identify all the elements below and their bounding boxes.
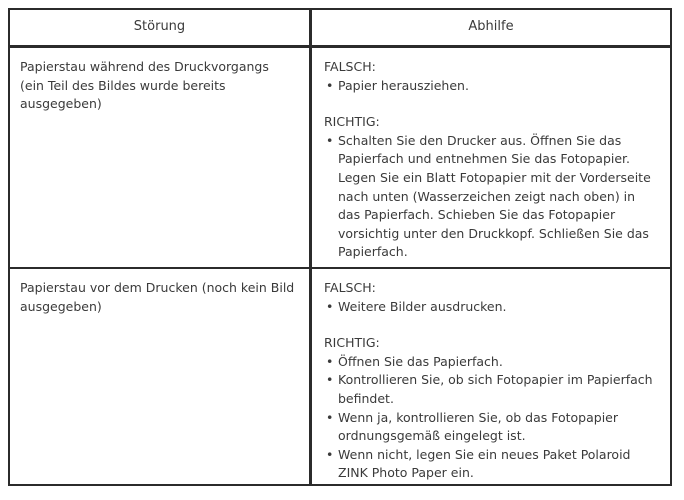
- wrong-label-1: FALSCH:: [324, 59, 376, 74]
- header-stoerung-label: Störung: [133, 19, 186, 35]
- problem-text-1: Papierstau während des Druckvorgangs (ein Teil des Bildes wurde bereits ausgegeben): [20, 59, 269, 112]
- right-item: • Wenn nicht, legen Sie ein neues Paket Polaroid ZINK Photo Paper ein.: [324, 446, 660, 483]
- right-item: • Öffnen Sie das Papierfach.: [324, 353, 660, 372]
- wrong-list-2: [324, 298, 660, 317]
- wrong-list-1: [324, 77, 660, 96]
- spacer: [324, 95, 660, 113]
- remedy-cell-2: [312, 269, 670, 484]
- spacer: [324, 316, 660, 334]
- problem-cell-1: [10, 48, 312, 269]
- problem-text-2: Papierstau vor dem Drucken (noch kein Bild ausgegeben): [20, 280, 295, 314]
- troubleshooting-table: [8, 8, 672, 486]
- right-label-1: RICHTIG:: [324, 114, 380, 130]
- right-label-2: RICHTIG:: [324, 335, 380, 351]
- right-list-2: [324, 353, 660, 483]
- wrong-label-2: FALSCH:: [324, 280, 376, 295]
- header-abhilfe-label: Abhilfe: [468, 19, 514, 35]
- right-item: • Wenn ja, kontrollieren Sie, ob das Fotopapier ordnungsgemäß eingelegt ist.: [324, 409, 660, 446]
- header-stoerung: [10, 10, 312, 48]
- right-item: • Schalten Sie den Drucker aus. Öffnen Sie das Papierfach und entnehmen Sie das Fotopapier. Legen Sie ein Blatt Fotopapier mit der Vorderseite nach unten (Wasserzeichen zeigt nach oben) in das Papierfach. Schieben Sie das Fotopapier vorsichtig unter den Druckkopf. Schließen Sie das Papierfach.: [324, 132, 660, 262]
- wrong-item: • Papier herausziehen.: [324, 77, 660, 96]
- wrong-item: • Weitere Bilder ausdrucken.: [324, 298, 660, 317]
- header-abhilfe: [312, 10, 670, 48]
- problem-cell-2: [10, 269, 312, 484]
- right-list-1: [324, 132, 660, 262]
- right-item: • Kontrollieren Sie, ob sich Fotopapier im Papierfach befindet.: [324, 371, 660, 408]
- remedy-cell-1: [312, 48, 670, 269]
